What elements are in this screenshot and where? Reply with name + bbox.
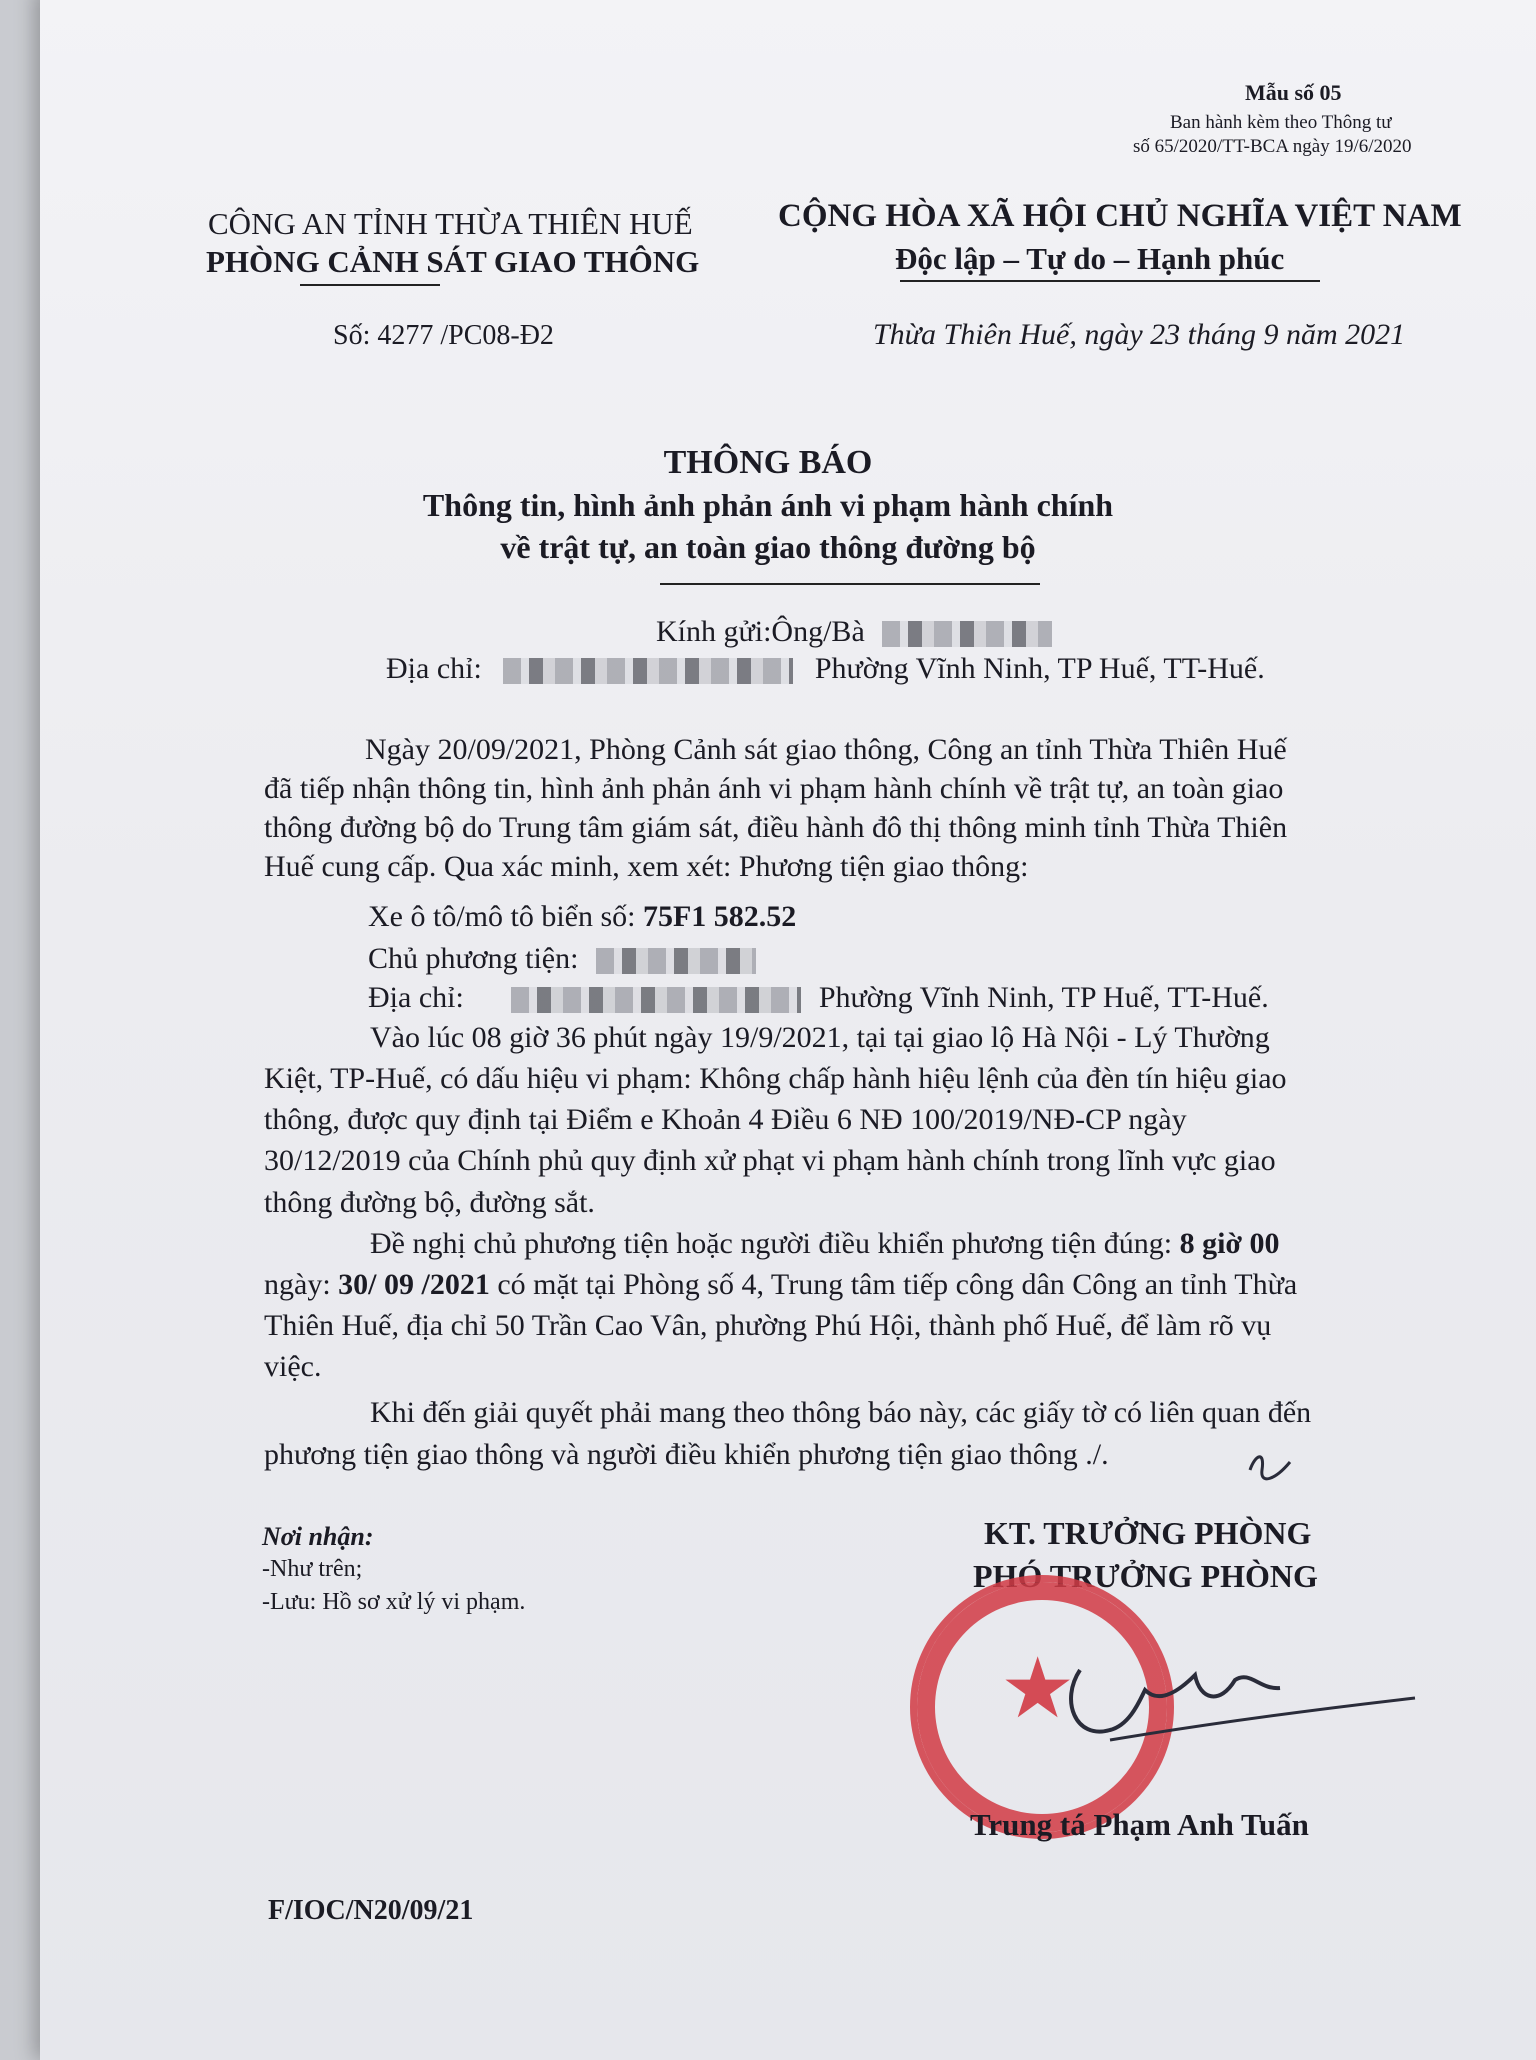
owner-address-line	[368, 981, 1269, 1015]
nation-name: CỘNG HÒA XÃ HỘI CHỦ NGHĨA VIỆT NAM	[778, 198, 1462, 234]
seal-star-icon: ★	[1000, 1643, 1076, 1736]
plate-line	[368, 900, 796, 934]
p3-line2-prefix: ngày:	[264, 1268, 339, 1301]
recipients-label: Nơi nhận:	[262, 1522, 374, 1551]
plate-label: Xe ô tô/mô tô biển số:	[368, 900, 643, 933]
recipients-item-2: -Lưu: Hồ sơ xử lý vi phạm.	[262, 1589, 526, 1615]
owner-address-tail: Phường Vĩnh Ninh, TP Huế, TT-Huế.	[818, 981, 1269, 1014]
p2-line1: Vào lúc 08 giờ 36 phút ngày 19/9/2021, tại tại giao lộ Hà Nội - Lý Thường	[370, 1021, 1270, 1054]
redacted-owner	[596, 948, 756, 974]
title-underline	[660, 583, 1040, 585]
p2-line4: 30/12/2019 của Chính phủ quy định xử phạt vi phạm hành chính trong lĩnh vực giao	[264, 1144, 1276, 1177]
handwritten-signature	[1050, 1440, 1450, 1780]
signer-name: Trung tá Phạm Anh Tuấn	[970, 1807, 1309, 1842]
redacted-name	[882, 621, 1052, 647]
form-issued-line2: số 65/2020/TT-BCA ngày 19/6/2020	[1133, 136, 1412, 157]
agency-name-line2: PHÒNG CẢNH SÁT GIAO THÔNG	[206, 244, 700, 279]
owner-address-label: Địa chỉ:	[368, 981, 464, 1014]
p3-line4: việc.	[264, 1350, 322, 1383]
p1-line3: thông đường bộ do Trung tâm giám sát, điều hành đô thị thông minh tỉnh Thừa Thiên	[264, 811, 1288, 844]
recipient-salutation	[656, 615, 1052, 649]
p2-line5: thông đường bộ, đường sắt.	[264, 1186, 595, 1219]
redacted-owner-address	[511, 987, 801, 1013]
plate-value: 75F1 582.52	[642, 900, 797, 933]
p3-line2-text: có mặt tại Phòng số 4, Trung tâm tiếp công dân Công an tỉnh Thừa	[489, 1268, 1298, 1301]
footer-code: F/IOC/N20/09/21	[268, 1895, 474, 1926]
form-issued-line1: Ban hành kèm theo Thông tư	[1170, 112, 1392, 133]
signer-title-1: KT. TRƯỞNG PHÒNG	[984, 1515, 1312, 1551]
nation-motto: Độc lập – Tự do – Hạnh phúc	[895, 241, 1285, 276]
p2-line3: thông, được quy định tại Điểm e Khoản 4 Điều 6 NĐ 100/2019/NĐ-CP ngày	[264, 1103, 1187, 1136]
recipient-address	[386, 652, 1265, 686]
form-number: Mẫu số 05	[1245, 80, 1342, 105]
p1-line2: đã tiếp nhận thông tin, hình ảnh phản ánh vi phạm hành chính về trật tự, an toàn giao	[264, 772, 1284, 805]
appointment-date: 30/ 09 /2021	[338, 1268, 490, 1301]
document-subtitle-1: Thông tin, hình ảnh phản ánh vi phạm hành chính	[422, 487, 1114, 523]
motto-underline	[900, 280, 1320, 282]
p4-line1: Khi đến giải quyết phải mang theo thông báo này, các giấy tờ có liên quan đến	[370, 1396, 1312, 1429]
p1-line4: Huế cung cấp. Qua xác minh, xem xét: Phương tiện giao thông:	[264, 850, 1029, 883]
p3-line3: Thiên Huế, địa chỉ 50 Trần Cao Vân, phường Phú Hội, thành phố Huế, để làm rõ vụ	[264, 1309, 1272, 1342]
document-subtitle-2: về trật tự, an toàn giao thông đường bộ	[500, 529, 1036, 565]
agency-underline	[300, 284, 440, 286]
p4-line2: phương tiện giao thông và người điều khiển phương tiện giao thông ./.	[264, 1438, 1109, 1471]
address-tail: Phường Vĩnh Ninh, TP Huế, TT-Huế.	[814, 652, 1265, 685]
owner-label: Chủ phương tiện:	[368, 942, 579, 975]
document-title: THÔNG BÁO	[663, 444, 873, 481]
recipients-item-1: -Như trên;	[262, 1556, 363, 1582]
salutation-text: Kính gửi:Ông/Bà	[656, 615, 865, 648]
signer-title-2: PHÓ TRƯỞNG PHÒNG	[973, 1558, 1318, 1594]
p3-line1	[370, 1227, 1280, 1261]
agency-name-line1: CÔNG AN TỈNH THỪA THIÊN HUẾ	[208, 206, 693, 241]
redacted-address	[503, 658, 793, 684]
address-label: Địa chỉ:	[386, 652, 482, 685]
p2-line2: Kiệt, TP-Huế, có dấu hiệu vi phạm: Không chấp hành hiệu lệnh của đèn tín hiệu giao	[264, 1062, 1287, 1095]
p1-line1: Ngày 20/09/2021, Phòng Cảnh sát giao thông, Công an tỉnh Thừa Thiên Huế	[365, 733, 1287, 766]
p3-line2	[264, 1268, 1297, 1302]
appointment-time: 8 giờ 00	[1179, 1227, 1280, 1260]
owner-line	[368, 942, 756, 976]
place-date: Thừa Thiên Huế, ngày 23 tháng 9 năm 2021	[873, 318, 1406, 351]
document-number: Số: 4277 /PC08-Đ2	[333, 320, 554, 351]
p3-line1-text: Đề nghị chủ phương tiện hoặc người điều khiển phương tiện đúng:	[370, 1227, 1180, 1260]
